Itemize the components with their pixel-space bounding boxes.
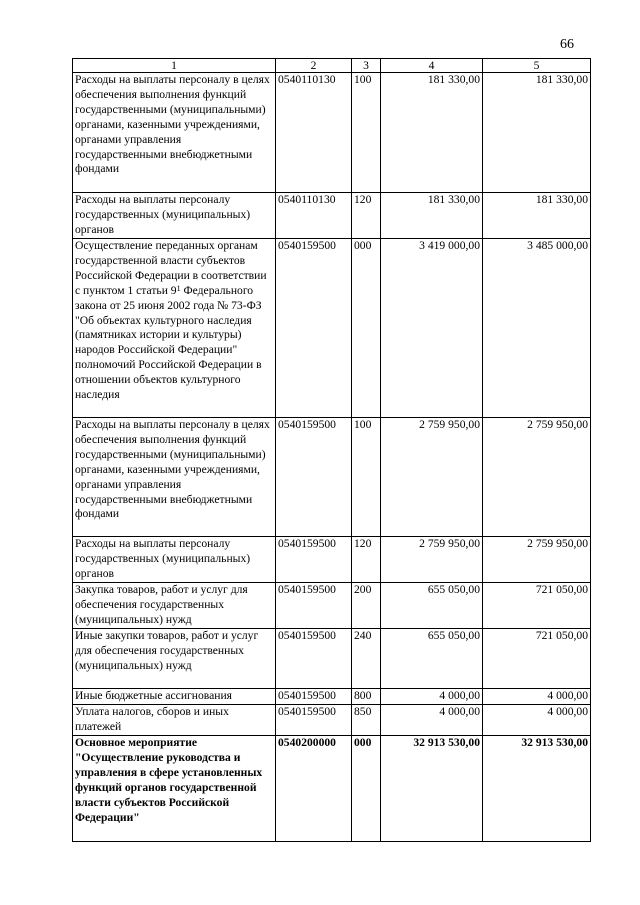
row-expense-type-cell: 100: [352, 418, 381, 537]
row-amount-col4-cell: 2 759 950,00: [381, 537, 483, 583]
row-name-cell: Расходы на выплаты персоналу государственных (муниципальных) органов: [73, 537, 276, 583]
row-expense-type-cell: 100: [352, 73, 381, 193]
row-name-cell: Иные закупки товаров, работ и услуг для обеспечения государственных (муниципальных) нужд: [73, 629, 276, 689]
row-target-code-cell: 0540159500: [276, 629, 352, 689]
row-amount-col5-cell: 721 050,00: [483, 583, 591, 629]
row-amount-col5-cell: 2 759 950,00: [483, 418, 591, 537]
table-row: [73, 689, 591, 705]
row-target-code-cell: 0540110130: [276, 73, 352, 193]
row-target-code-cell: 0540110130: [276, 193, 352, 239]
row-expense-type-cell: 000: [352, 736, 381, 842]
row-amount-col4-cell: 3 419 000,00: [381, 239, 483, 418]
page-number: 66: [560, 37, 574, 52]
footnote-superscript: 1: [176, 283, 181, 293]
row-target-code-cell: 0540159500: [276, 583, 352, 629]
row-expense-type-cell: 200: [352, 583, 381, 629]
row-amount-col4-cell: 2 759 950,00: [381, 418, 483, 537]
row-amount-col5-cell: 3 485 000,00: [483, 239, 591, 418]
header-col-5: 5: [483, 59, 591, 73]
row-name-cell: Закупка товаров, работ и услуг для обеспечения государственных (муниципальных) нужд: [73, 583, 276, 629]
header-col-3: 3: [352, 59, 381, 73]
row-name-cell: Основное мероприятие "Осуществление руководства и управления в сфере установленных функций органов государственной власти субъектов Российской Федерации": [73, 736, 276, 842]
row-amount-col5-cell: 721 050,00: [483, 629, 591, 689]
row-amount-col4-cell: 181 330,00: [381, 193, 483, 239]
row-name-part: Федерального закона от 25 июня 2002 года № 73-ФЗ "Об объектах культурного наследия (памятниках истории и культуры) народов Российской Федерации" полномочий Российской Федерации в отношении объектов культурного наследия: [75, 283, 262, 402]
table-row: [73, 736, 591, 842]
table-row: [73, 239, 591, 418]
table-row: [73, 73, 591, 193]
row-amount-col5-cell: 181 330,00: [483, 73, 591, 193]
row-expense-type-cell: 120: [352, 537, 381, 583]
row-amount-col4-cell: 655 050,00: [381, 583, 483, 629]
row-expense-type-cell: 240: [352, 629, 381, 689]
row-name-cell: Расходы на выплаты персоналу в целях обеспечения выполнения функций государственными (муниципальными) органами, казенными учреждениями, органами управления государственными внебюджетными фондами: [73, 73, 276, 193]
row-amount-col4-cell: 655 050,00: [381, 629, 483, 689]
row-target-code-cell: 0540159500: [276, 239, 352, 418]
row-name-cell: Иные бюджетные ассигнования: [73, 689, 276, 705]
table-row: [73, 418, 591, 537]
row-name-part: Осуществление переданных органам государственной власти субъектов Российской Федерации в соответствии с пунктом 1 статьи 9: [75, 239, 267, 297]
row-target-code-cell: 0540159500: [276, 705, 352, 736]
table-row: [73, 537, 591, 583]
header-col-4: 4: [381, 59, 483, 73]
row-amount-col4-cell: 4 000,00: [381, 705, 483, 736]
row-amount-col5-cell: 32 913 530,00: [483, 736, 591, 842]
row-target-code-cell: 0540200000: [276, 736, 352, 842]
row-name-cell: Расходы на выплаты персоналу в целях обеспечения выполнения функций государственными (муниципальными) органами, казенными учреждениями, органами управления государственными внебюджетными фондами: [73, 418, 276, 537]
row-target-code-cell: 0540159500: [276, 689, 352, 705]
row-amount-col5-cell: 4 000,00: [483, 689, 591, 705]
row-amount-col4-cell: 32 913 530,00: [381, 736, 483, 842]
row-name-cell: [73, 239, 276, 418]
row-amount-col4-cell: 4 000,00: [381, 689, 483, 705]
row-expense-type-cell: 800: [352, 689, 381, 705]
row-amount-col5-cell: 2 759 950,00: [483, 537, 591, 583]
table-row: [73, 583, 591, 629]
row-expense-type-cell: 850: [352, 705, 381, 736]
row-amount-col5-cell: 181 330,00: [483, 193, 591, 239]
table-row: [73, 193, 591, 239]
row-target-code-cell: 0540159500: [276, 418, 352, 537]
row-amount-col5-cell: 4 000,00: [483, 705, 591, 736]
row-amount-col4-cell: 181 330,00: [381, 73, 483, 193]
table-header-row: [73, 59, 591, 73]
row-name-cell: Уплата налогов, сборов и иных платежей: [73, 705, 276, 736]
header-col-1: 1: [73, 59, 276, 73]
row-target-code-cell: 0540159500: [276, 537, 352, 583]
row-expense-type-cell: 000: [352, 239, 381, 418]
table-row: [73, 629, 591, 689]
table-row: [73, 705, 591, 736]
row-name-cell: Расходы на выплаты персоналу государственных (муниципальных) органов: [73, 193, 276, 239]
header-col-2: 2: [276, 59, 352, 73]
row-expense-type-cell: 120: [352, 193, 381, 239]
budget-table: [72, 58, 591, 842]
